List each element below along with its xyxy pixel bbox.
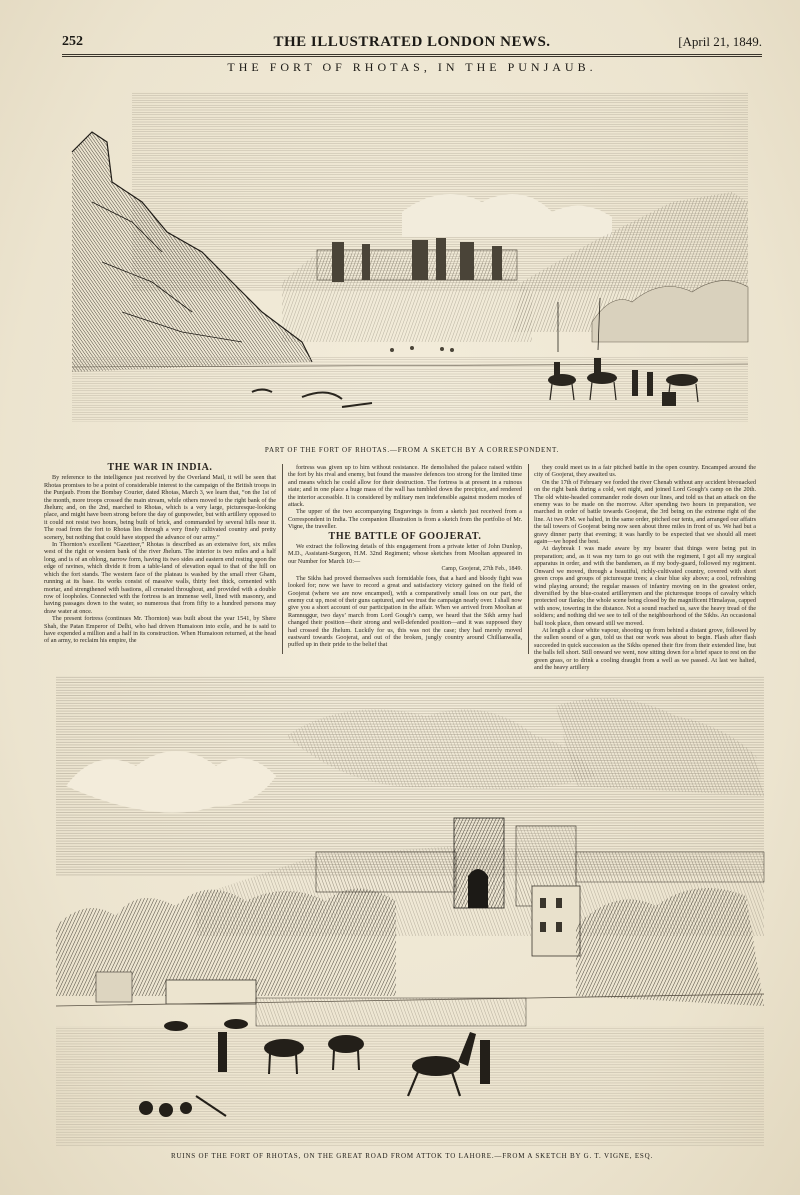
caption-bottom: RUINS OF THE FORT OF RHOTAS, ON THE GREAT ROAD FROM ATTOK TO LAHORE.—FROM A SKETCH BY G. T. VIGNE, ESQ. (170, 1152, 654, 1160)
column-rule (282, 464, 283, 654)
article1-paragraph: The upper of the two accompanying Engravings is from a sketch just received from a Correspondent in India. The companion Illustration is from a sketch from the portfolio of Mr. Vigne, the traveller. (288, 508, 522, 531)
article2-paragraph: The Sikhs had proved themselves such formidable foes, that a hard and bloody fight was looked for; now we have to record a great and satisfactory victory gained on the field of Goojerat (where we are now encamped), with a comparatively small loss on our part, the enemy cut up, most of their guns captured, and we trust the campaign nearly over. I shall now give you a short account of our participation in the affair. When we arrived from Mooltan at Ramnuggur, two days’ march from Lord Gough’s camp, we heard that the Sikh army had changed their position—their strong and well-defended position—and it was supposed they had crossed the Jhelum. Luckily for us, this was not the case; they had merely moved eastward towards Goojerat, and out of the broken, jungly country around Chillianwalla, puffed up in their pride to the belief that (288, 574, 522, 649)
article1-paragraph: By reference to the intelligence just received by the Overland Mail, it will be seen that Rhotas promises to be a point of considerable interest to the campaign of the British troops in the Punjaub. From the Bombay Courier, dated Rhotas, March 3, we learn that, “on the 1st of the month, more troops crossed the main stream, while others moved to the right bank of the Jhelum; and, on the 2nd, marched to Rhotas, which is a very large, picturesque-looking place, and might have been strong before the day of gunpowder, but with artillery opposed to it could not resist two hours, being built of brick, and commanded by several hills near it. The road from the fort to Rhotas lies through a very finely cultivated country and pretty scenery, but nothing that could have stopped the advance of our army.” (44, 474, 276, 541)
article1-paragraph: The present fortress (continues Mr. Thornton) was built about the year 1541, by Shere Shah, the Patan Emperor of Delhi, who had driven Humaioon into exile, and he is said to have expended a million and a half in its construction. When Humaioon returned, at the head of an army, to reclaim his empire, the (44, 615, 276, 645)
engraving-bottom (56, 676, 764, 1146)
caption-top: PART OF THE FORT OF RHOTAS.—FROM A SKETCH BY A CORRESPONDENT. (264, 446, 560, 454)
headline-battle-of-goojerat: THE BATTLE OF GOOJERAT. (328, 530, 482, 542)
article2-intro: We extract the following details of this engagement from a private letter of John Dunlop, M.D., Assistant-Surgeon, H.M. 32nd Regiment; whose sketches from Mooltan appeared in our Number for March 10:— (288, 543, 522, 565)
headline-war-in-india: THE WAR IN INDIA. (107, 462, 213, 473)
article2-paragraph: At daybreak I was made aware by my bearer that things were being put in preparation; and, as it was my turn to go out with the regiment, I got all my surgical apparatus in order, and with the bandsmen, as if my body-guard, followed my regiment. Onward we moved, through a beautiful, richly-cultivated country, covered with short green crops and groups of picturesque trees; a clear blue sky above; a cool, refreshing wind playing around; the regular masses of infantry moving on in the greatest order, diversified by the blue-coated artillerymen and the picturesque troops of cavalry which protected our flanks; the whole scene being closed by the magnificent Himalayas, capped with snow, towering in the distance. Not a sound reached us, save the heavy tread of the soldiers; and nothing did we see to tell of the neighbourhood of the Sikhs. An occasional ball took place, then onward still we moved. (534, 545, 756, 627)
article2-paragraph: they could meet us in a fair pitched battle in the open country. Encamped around the city of Goojerat, they awaited us. (534, 464, 756, 479)
header-rule (62, 56, 762, 57)
column-3 (534, 464, 756, 671)
page-number: 252 (62, 34, 83, 49)
column-2 (288, 464, 522, 658)
publication-date: [April 21, 1849. (678, 34, 762, 49)
article2-dateline: Camp, Goojerat, 27th Feb., 1849. (441, 566, 522, 573)
article1-paragraph: In Thornton’s excellent “Gazetteer,” Rhotas is described as an extensive fort, six miles west of the right or western bank of the river Jhelum. The interior is two miles and a half long, and is of an oblong, narrow form, having its two sides and eastern end resting upon the edge of ravines, which divide it from a table-land of elevation equal to that of the hill on which the fort stands. The western face of the plateau is washed by the small river Gham, running at its base. Its works consist of massive walls, thirty feet thick, cemented with mortar, and strengthened with bastions, all crenated throughout, and provided with a double row of loopholes. Connected with the fortress is an immense well, lined with masonry, and having passages down to the water, so numerous that from fifty to a hundred persons may draw water at once. (44, 541, 276, 615)
feature-title: THE FORT OF RHOTAS, IN THE PUNJAUB. (227, 60, 597, 74)
article1-paragraph: fortress was given up to him without resistance. He demolished the palace raised within the fort by his rival and enemy, but found the massive defences too strong for the limited time and means which he could allow for their destruction. The fortress is at present in a ruinous state; and in one place a huge mass of the wall has tumbled down the precipice, and rendered the interior accessible. It is considered by military men indefensible against modern modes of attack. (288, 464, 522, 509)
column-1 (44, 462, 276, 658)
column-rule (528, 464, 529, 654)
page-header (62, 34, 762, 55)
article2-paragraph: On the 17th of February we forded the river Chenab without any accident bivouacked on the right bank during a cold, wet night, and joined Lord Gough’s camp on the 20th. The old white-headed commander rode down our lines, and told us that an attack on the enemy was to be made on the morrow. After spending two hours in preparation, we marched in order of battle towards Goojerat, the 3rd being on the extreme right of the line. At two P.M. we halted, in the same order, pitched our tents, and arranged our affairs the tall towers of Goojerat being now seen about three miles in front of us. We had but a gravy dinner party that evening; it was hardly to be expected that we should all meet again—we hoped the best. (534, 478, 756, 546)
engraving-top (72, 92, 748, 422)
masthead: THE ILLUSTRATED LONDON NEWS. (273, 34, 551, 50)
article2-paragraph: At length a clear white vapour, shooting up from behind a distant grove, followed by the sullen sound of a gun, told us that our work was about to begin. Flash after flash succeeded in quick succession as the Sikhs opened their fire from their extended line, but the balls fell short. Still onward we went, now sitting down for a brief space to rest on the green grass, or to drink a cooling draught from a well as we passed. At last we halted, and the heavy artillery (534, 626, 756, 671)
